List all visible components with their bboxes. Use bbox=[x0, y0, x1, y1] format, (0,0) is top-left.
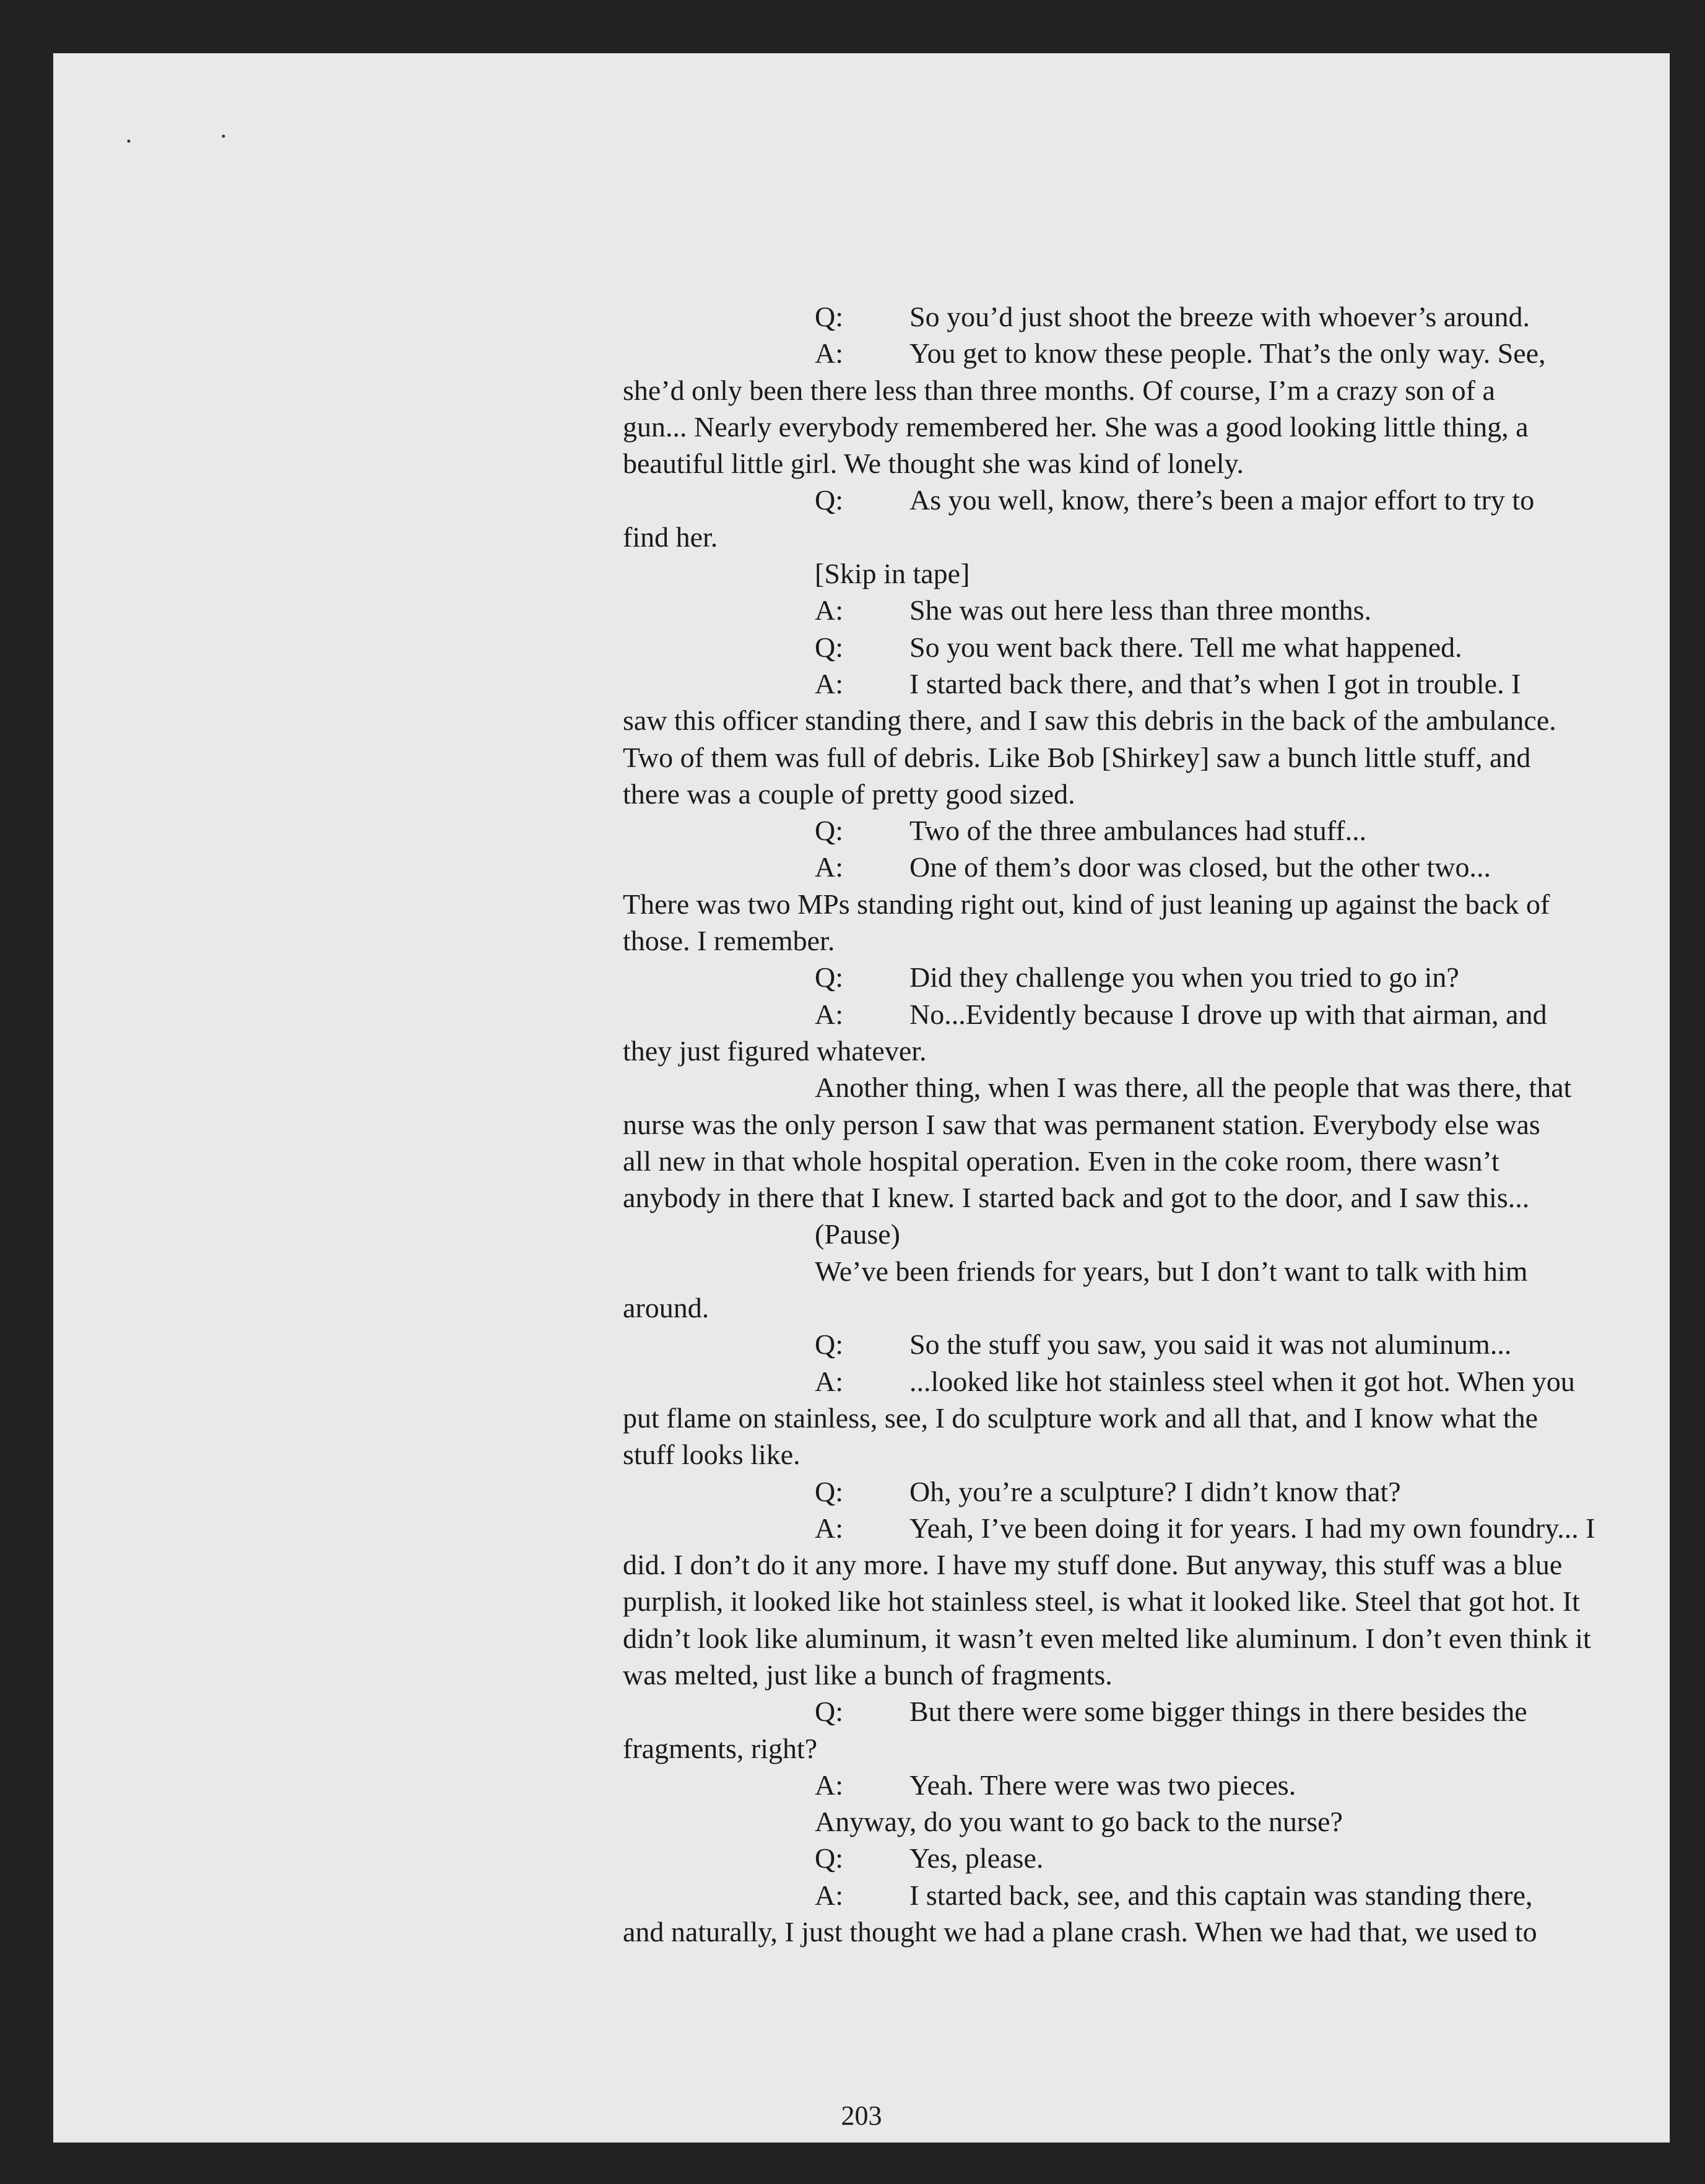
speech-text: Oh, you’re a sculpture? I didn’t know that? bbox=[909, 1475, 1401, 1507]
speech-text: So you’d just shoot the breeze with whoever’s around. bbox=[909, 301, 1530, 332]
transcript-line bbox=[623, 1913, 1613, 1950]
transcript-line bbox=[623, 629, 1613, 665]
continuation-text: there was a couple of pretty good sized. bbox=[623, 778, 1075, 810]
indented-text: (Pause) bbox=[815, 1218, 900, 1250]
transcript-line bbox=[623, 298, 1613, 335]
transcript-text bbox=[623, 298, 1613, 1950]
indented-text: We’ve been friends for years, but I don’t want to talk with him bbox=[815, 1255, 1528, 1287]
speaker-label: Q: bbox=[815, 631, 843, 663]
transcript-line bbox=[623, 922, 1613, 959]
speech-text: So the stuff you saw, you said it was not aluminum... bbox=[909, 1328, 1512, 1361]
indented-text: [Skip in tape] bbox=[815, 558, 970, 590]
transcript-line bbox=[623, 959, 1613, 995]
transcript-line bbox=[623, 1216, 1613, 1252]
transcript-line bbox=[623, 1803, 1613, 1840]
continuation-text: purplish, it looked like hot stainless steel, is what it looked like. Steel that got hot. It bbox=[623, 1585, 1580, 1618]
transcript-line bbox=[623, 739, 1613, 776]
transcript-line bbox=[623, 372, 1613, 409]
continuation-text: did. I don’t do it any more. I have my stuff done. But anyway, this stuff was a blue bbox=[623, 1549, 1563, 1581]
transcript-line bbox=[623, 482, 1613, 518]
speech-text: I started back, see, and this captain was standing there, bbox=[909, 1879, 1533, 1911]
speaker-label: Q: bbox=[815, 815, 843, 847]
continuation-text: fragments, right? bbox=[623, 1732, 818, 1764]
transcript-line bbox=[623, 1730, 1613, 1767]
speech-text: But there were some bigger things in there besides the bbox=[909, 1696, 1527, 1728]
page-number: 203 bbox=[841, 2100, 882, 2131]
continuation-text: nurse was the only person I saw that was permanent station. Everybody else was bbox=[623, 1108, 1540, 1140]
speech-text: So you went back there. Tell me what happened. bbox=[909, 631, 1462, 663]
transcript-line bbox=[623, 1179, 1613, 1216]
speech-text: Yeah, I’ve been doing it for years. I had my own foundry... I bbox=[909, 1512, 1595, 1544]
speaker-label: Q: bbox=[815, 301, 843, 332]
transcript-line bbox=[623, 409, 1613, 445]
speaker-label: A: bbox=[815, 998, 843, 1030]
transcript-line bbox=[623, 996, 1613, 1033]
speech-text: Two of the three ambulances had stuff... bbox=[909, 815, 1367, 847]
indented-text: Anyway, do you want to go back to the nurse? bbox=[815, 1806, 1343, 1838]
speech-text: She was out here less than three months. bbox=[909, 594, 1372, 626]
transcript-line bbox=[623, 1583, 1613, 1619]
speaker-label: A: bbox=[815, 1365, 843, 1397]
speaker-label: A: bbox=[815, 1769, 843, 1801]
indented-text: Another thing, when I was there, all the people that was there, that bbox=[815, 1072, 1572, 1104]
continuation-text: didn’t look like aluminum, it wasn’t even melted like aluminum. I don’t even think it bbox=[623, 1622, 1591, 1654]
transcript-line bbox=[623, 1363, 1613, 1400]
speaker-label: Q: bbox=[815, 961, 843, 994]
continuation-text: There was two MPs standing right out, kind of just leaning up against the back of bbox=[623, 888, 1550, 920]
continuation-text: those. I remember. bbox=[623, 925, 835, 957]
transcript-line bbox=[623, 665, 1613, 702]
transcript-line bbox=[623, 1253, 1613, 1289]
speech-text: ...looked like hot stainless steel when it got hot. When you bbox=[909, 1365, 1575, 1397]
transcript-line bbox=[623, 1546, 1613, 1583]
transcript-line bbox=[623, 702, 1613, 739]
continuation-text: saw this officer standing there, and I saw this debris in the back of the ambulance. bbox=[623, 704, 1556, 737]
transcript-line bbox=[623, 1473, 1613, 1510]
transcript-line bbox=[623, 1069, 1613, 1106]
transcript-line bbox=[623, 1693, 1613, 1730]
speech-text: Did they challenge you when you tried to go in? bbox=[909, 961, 1459, 994]
transcript-line bbox=[623, 592, 1613, 628]
transcript-line bbox=[623, 335, 1613, 371]
continuation-text: put flame on stainless, see, I do sculpture work and all that, and I know what the bbox=[623, 1402, 1538, 1434]
transcript-line bbox=[623, 1877, 1613, 1913]
speaker-label: Q: bbox=[815, 1328, 843, 1361]
transcript-line bbox=[623, 776, 1613, 812]
transcript-line bbox=[623, 1106, 1613, 1143]
transcript-line bbox=[623, 1289, 1613, 1326]
continuation-text: anybody in there that I knew. I started back and got to the door, and I saw this... bbox=[623, 1182, 1530, 1214]
transcript-line bbox=[623, 1840, 1613, 1876]
speech-text: You get to know these people. That’s the only way. See, bbox=[909, 337, 1546, 370]
continuation-text: all new in that whole hospital operation. Even in the coke room, there wasn’t bbox=[623, 1145, 1499, 1177]
continuation-text: around. bbox=[623, 1292, 709, 1324]
speech-text: One of them’s door was closed, but the other two... bbox=[909, 851, 1491, 883]
transcript-line bbox=[623, 1400, 1613, 1436]
speaker-label: A: bbox=[815, 1879, 843, 1911]
speech-text: No...Evidently because I drove up with that airman, and bbox=[909, 998, 1547, 1030]
speaker-label: A: bbox=[815, 594, 843, 626]
speaker-label: Q: bbox=[815, 1696, 843, 1728]
continuation-text: gun... Nearly everybody remembered her. She was a good looking little thing, a bbox=[623, 410, 1529, 443]
continuation-text: she’d only been there less than three months. Of course, I’m a crazy son of a bbox=[623, 374, 1495, 406]
transcript-line bbox=[623, 1436, 1613, 1473]
continuation-text: Two of them was full of debris. Like Bob [Shirkey] saw a bunch little stuff, and bbox=[623, 741, 1531, 773]
transcript-line bbox=[623, 519, 1613, 555]
transcript-line bbox=[623, 1767, 1613, 1803]
speaker-label: A: bbox=[815, 851, 843, 883]
continuation-text: find her. bbox=[623, 521, 718, 553]
continuation-text: beautiful little girl. We thought she was kind of lonely. bbox=[623, 448, 1244, 480]
scan-specks bbox=[53, 53, 301, 177]
speech-text: Yeah. There were was two pieces. bbox=[909, 1769, 1296, 1801]
speech-text: Yes, please. bbox=[909, 1842, 1044, 1874]
transcript-line bbox=[623, 445, 1613, 482]
speaker-label: Q: bbox=[815, 1842, 843, 1874]
transcript-line bbox=[623, 1033, 1613, 1069]
speech-text: As you well, know, there’s been a major effort to try to bbox=[909, 484, 1535, 516]
transcript-line bbox=[623, 1510, 1613, 1546]
speaker-label: Q: bbox=[815, 484, 843, 516]
document-page bbox=[53, 53, 1670, 2143]
speaker-label: A: bbox=[815, 667, 843, 700]
speech-text: I started back there, and that’s when I got in trouble. I bbox=[909, 667, 1521, 700]
continuation-text: was melted, just like a bunch of fragments. bbox=[623, 1658, 1113, 1691]
transcript-line bbox=[623, 812, 1613, 849]
transcript-line bbox=[623, 886, 1613, 922]
transcript-line bbox=[623, 849, 1613, 885]
transcript-line bbox=[623, 1620, 1613, 1657]
transcript-line bbox=[623, 1143, 1613, 1179]
continuation-text: stuff looks like. bbox=[623, 1439, 800, 1471]
transcript-line bbox=[623, 1326, 1613, 1363]
continuation-text: and naturally, I just thought we had a plane crash. When we had that, we used to bbox=[623, 1916, 1537, 1948]
speaker-label: A: bbox=[815, 1512, 843, 1544]
transcript-line bbox=[623, 555, 1613, 592]
transcript-line bbox=[623, 1657, 1613, 1693]
continuation-text: they just figured whatever. bbox=[623, 1034, 927, 1067]
speaker-label: A: bbox=[815, 337, 843, 370]
speaker-label: Q: bbox=[815, 1475, 843, 1507]
